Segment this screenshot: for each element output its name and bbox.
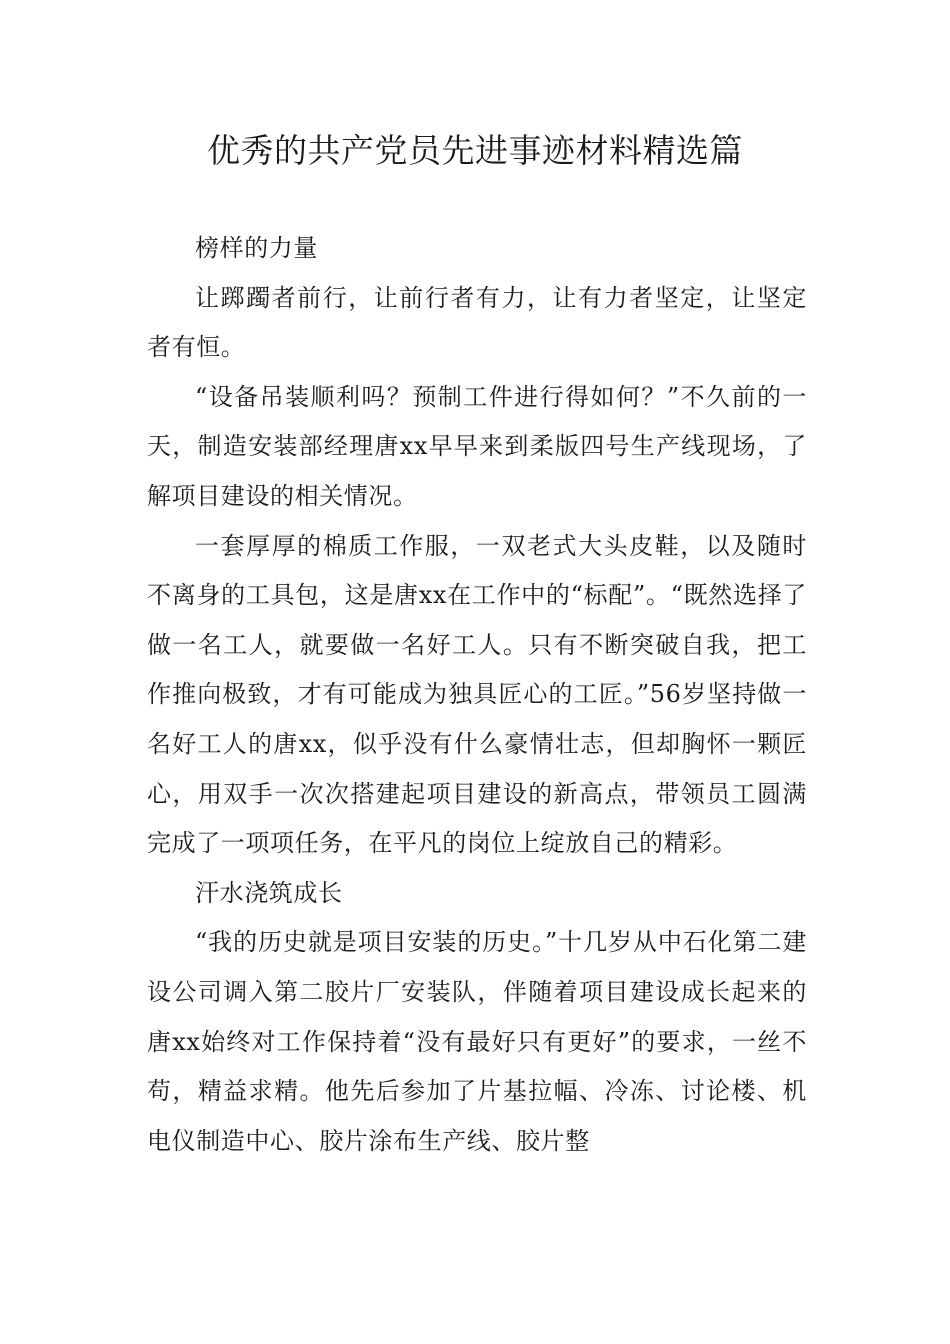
section-heading-role-model: 榜样的力量: [195, 234, 318, 262]
paragraph: “设备吊装顺利吗？预制工件进行得如何？”不久前的一天，制造安装部经理唐xx早早来到柔版四号生产线现场，了解项目建设的相关情况。: [147, 382, 807, 510]
paragraph: “我的历史就是项目安装的历史。”十几岁从中石化第二建设公司调入第二胶片厂安装队，伴随着项目建设成长起来的唐xx始终对工作保持着“没有最好只有更好”的要求，一丝不苟，精益求精。他先后参加了片基拉幅、冷冻、讨论楼、机电仪制造中心、胶片涂布生产线、胶片整: [147, 928, 807, 1155]
paragraph: 让踯躅者前行，让前行者有力，让有力者坚定，让坚定者有恒。: [147, 283, 807, 362]
document-body: [147, 224, 807, 1166]
document-title: 优秀的共产党员先进事迹材料精选篇: [207, 131, 743, 170]
section-heading-sweat: 汗水浇筑成长: [195, 878, 343, 907]
paragraph: 一套厚厚的棉质工作服，一双老式大头皮鞋，以及随时不离身的工具包，这是唐xx在工作中的“标配”。“既然选择了做一名工人，就要做一名好工人。只有不断突破自我，把工作推向极致，才有可能成为独具匠心的工匠。”56岁坚持做一名好工人的唐xx，似乎没有什么豪情壮志，但却胸怀一颗匠心，用双手一次次搭建起项目建设的新高点，带领员工圆满完成了一项项任务，在平凡的岗位上绽放自己的精彩。: [147, 531, 807, 858]
